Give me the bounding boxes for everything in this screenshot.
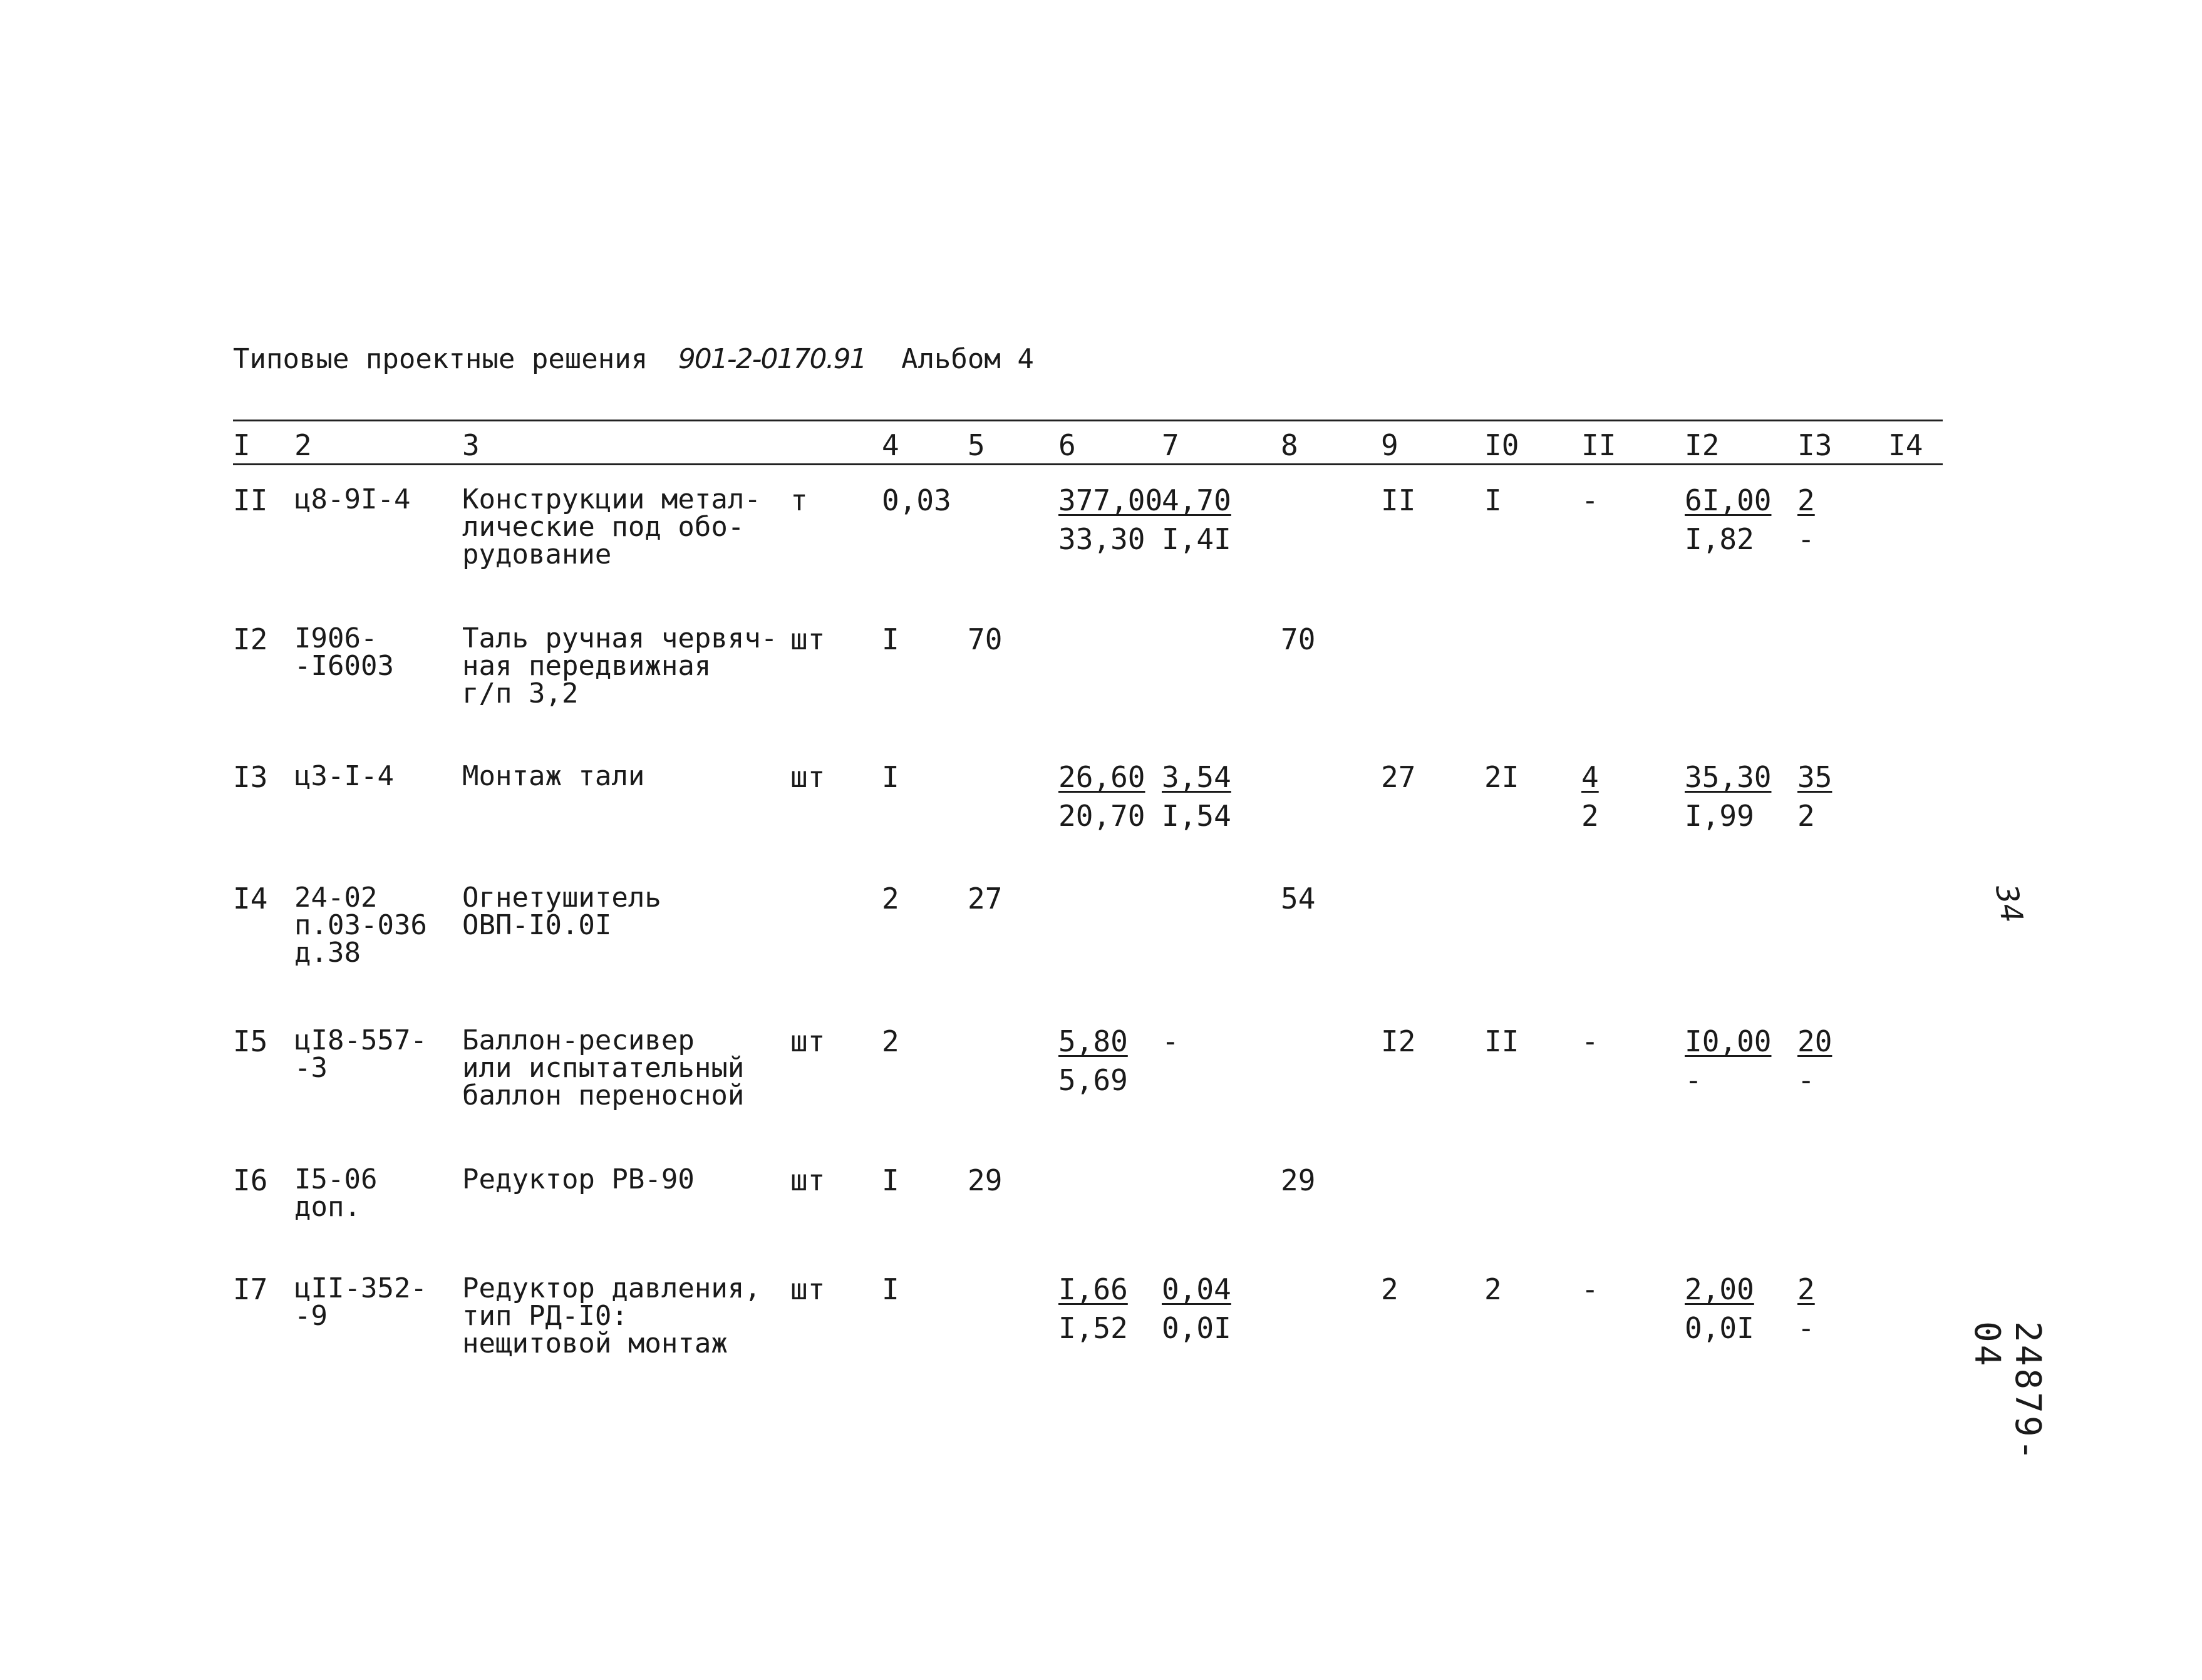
archive-number: 24879-04 [1967, 1321, 2048, 1463]
row-col-13: - [1797, 522, 1815, 556]
row-col-6: I,66 [1058, 1272, 1128, 1306]
row-col-10: II [1484, 1024, 1519, 1058]
row-col-7: I,54 [1162, 799, 1231, 833]
column-number-6: 6 [1058, 428, 1076, 462]
row-number: I6 [233, 1163, 268, 1197]
column-number-7: 7 [1162, 428, 1179, 462]
row-col-6: 5,80 [1058, 1024, 1128, 1058]
row-code: I5-06 [294, 1163, 378, 1195]
row-col-12: I,99 [1685, 799, 1754, 833]
row-unit: т [790, 483, 808, 517]
row-col-10: I [1484, 483, 1502, 517]
row-name: лические под обо- [462, 511, 745, 543]
row-col-7: - [1162, 1024, 1179, 1058]
row-col-6: 377,00 [1058, 483, 1163, 517]
row-col-13: 2 [1797, 1272, 1815, 1306]
row-col-12: 35,30 [1685, 760, 1772, 794]
row-name: Монтаж тали [462, 760, 645, 792]
row-unit: шт [790, 622, 825, 656]
row-quantity: I [882, 1272, 899, 1306]
row-col-8: 54 [1281, 882, 1316, 915]
row-col-8: 29 [1281, 1163, 1316, 1197]
row-name: ОВП-I0.0I [462, 909, 612, 941]
row-col-10: 2I [1484, 760, 1519, 794]
row-col-10: 2 [1484, 1272, 1502, 1306]
row-col-12: - [1685, 1063, 1702, 1097]
row-number: II [233, 483, 268, 517]
row-number: I5 [233, 1024, 268, 1058]
column-number-10: I0 [1484, 428, 1519, 462]
row-name: г/п 3,2 [462, 678, 579, 709]
column-number-1: I [233, 428, 251, 462]
row-unit: шт [790, 1272, 825, 1306]
row-name: нещитовой монтаж [462, 1327, 728, 1359]
row-name: баллон переносной [462, 1080, 745, 1111]
row-code: цII-352- [294, 1272, 427, 1304]
row-code: д.38 [294, 937, 361, 969]
row-code: -9 [294, 1300, 328, 1332]
table-header-rule [233, 463, 1943, 465]
column-number-5: 5 [968, 428, 985, 462]
row-col-11: - [1581, 1024, 1599, 1058]
row-col-5: 27 [968, 882, 1003, 915]
row-name: Таль ручная червяч- [462, 622, 778, 654]
row-col-9: 27 [1381, 760, 1416, 794]
header-album: Альбом 4 [901, 343, 1034, 375]
row-col-13: 2 [1797, 483, 1815, 517]
row-col-9: II [1381, 483, 1416, 517]
row-unit: шт [790, 1024, 825, 1058]
row-quantity: 2 [882, 882, 899, 915]
row-name: или испытательный [462, 1052, 745, 1084]
row-col-6: 5,69 [1058, 1063, 1128, 1097]
row-name: рудование [462, 539, 612, 570]
header-prefix: Типовые проектные решения [233, 343, 648, 375]
row-col-12: 2,00 [1685, 1272, 1754, 1306]
column-number-11: II [1581, 428, 1616, 462]
row-number: I3 [233, 760, 268, 794]
row-col-7: 0,0I [1162, 1311, 1231, 1345]
row-number: I7 [233, 1272, 268, 1306]
row-code: п.03-036 [294, 909, 427, 941]
column-number-3: 3 [462, 428, 480, 462]
row-col-6: 33,30 [1058, 522, 1145, 556]
row-col-13: 2 [1797, 799, 1815, 833]
row-code: цI8-557- [294, 1024, 427, 1056]
row-col-7: 3,54 [1162, 760, 1231, 794]
row-name: Баллон-ресивер [462, 1024, 695, 1056]
page-mark: 34 [1988, 882, 2030, 925]
row-name: Редуктор давления, [462, 1272, 761, 1304]
column-number-2: 2 [294, 428, 312, 462]
column-number-8: 8 [1281, 428, 1298, 462]
row-col-13: - [1797, 1063, 1815, 1097]
row-col-12: I0,00 [1685, 1024, 1772, 1058]
column-number-4: 4 [882, 428, 899, 462]
row-number: I2 [233, 622, 268, 656]
row-col-11: - [1581, 1272, 1599, 1306]
column-number-9: 9 [1381, 428, 1398, 462]
row-code: 24-02 [294, 882, 378, 914]
document-header [233, 343, 1034, 375]
row-name: Редуктор РВ-90 [462, 1163, 695, 1195]
row-name: тип РД-I0: [462, 1300, 628, 1332]
row-col-7: 0,04 [1162, 1272, 1231, 1306]
header-project-code: 901-2-0170.91 [678, 343, 866, 375]
column-number-14: I4 [1888, 428, 1923, 462]
row-col-5: 29 [968, 1163, 1003, 1197]
row-name: Конструкции метал- [462, 483, 761, 515]
row-col-7: I,4I [1162, 522, 1231, 556]
table-top-rule [233, 420, 1943, 421]
row-col-6: 20,70 [1058, 799, 1145, 833]
row-quantity: I [882, 1163, 899, 1197]
row-unit: шт [790, 760, 825, 794]
row-col-12: 6I,00 [1685, 483, 1772, 517]
row-code: ц3-I-4 [294, 760, 394, 792]
row-code: -3 [294, 1052, 328, 1084]
row-code: ц8-9I-4 [294, 483, 411, 515]
column-number-13: I3 [1797, 428, 1832, 462]
row-name: ная передвижная [462, 650, 711, 682]
row-code: -I6003 [294, 650, 394, 682]
column-number-12: I2 [1685, 428, 1720, 462]
row-col-9: I2 [1381, 1024, 1416, 1058]
row-col-12: 0,0I [1685, 1311, 1754, 1345]
row-col-7: 4,70 [1162, 483, 1231, 517]
row-quantity: 2 [882, 1024, 899, 1058]
row-col-12: I,82 [1685, 522, 1754, 556]
row-col-13: 35 [1797, 760, 1832, 794]
row-col-13: - [1797, 1311, 1815, 1345]
row-code: I906- [294, 622, 378, 654]
row-quantity: I [882, 760, 899, 794]
row-col-11: - [1581, 483, 1599, 517]
row-col-11: 2 [1581, 799, 1599, 833]
row-col-11: 4 [1581, 760, 1599, 794]
row-col-13: 20 [1797, 1024, 1832, 1058]
row-unit: шт [790, 1163, 825, 1197]
row-number: I4 [233, 882, 268, 915]
row-col-5: 70 [968, 622, 1003, 656]
row-quantity: I [882, 622, 899, 656]
row-col-6: 26,60 [1058, 760, 1145, 794]
row-code: доп. [294, 1191, 361, 1223]
row-col-6: I,52 [1058, 1311, 1128, 1345]
row-col-8: 70 [1281, 622, 1316, 656]
row-col-9: 2 [1381, 1272, 1398, 1306]
row-name: Огнетушитель [462, 882, 661, 914]
row-quantity: 0,03 [882, 483, 951, 517]
